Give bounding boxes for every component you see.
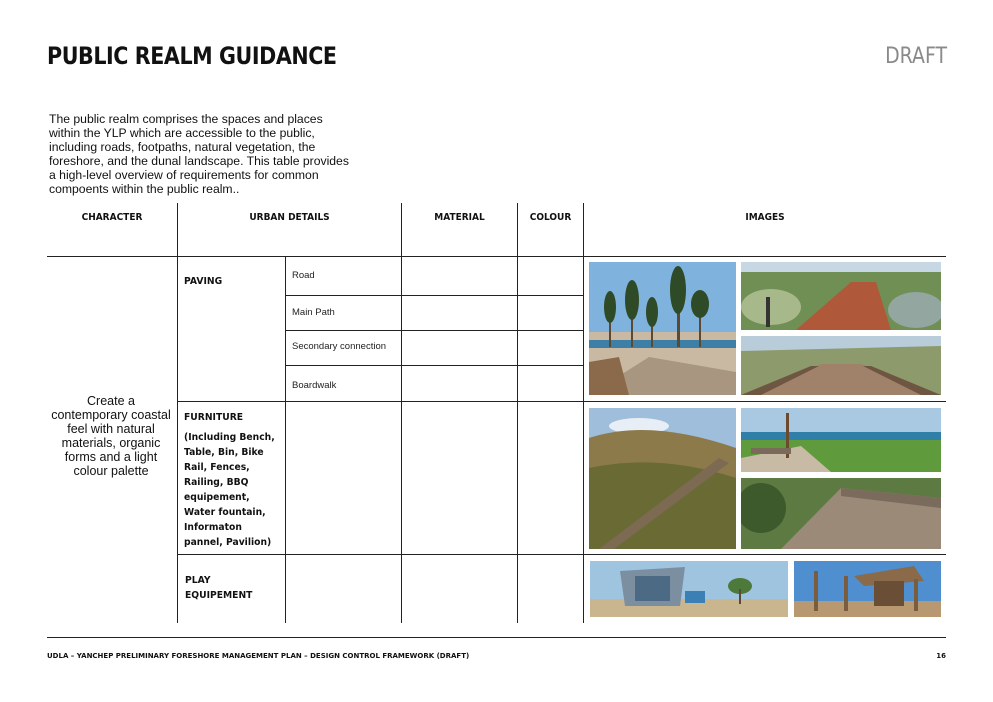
column-divider-1 [177, 203, 178, 623]
paving-item-boardwalk: Boardwalk [292, 380, 337, 391]
photo-boardwalk [741, 336, 941, 395]
header-character: CHARACTER [81, 212, 143, 223]
paving-item-road: Road [292, 270, 315, 281]
footer-rule [47, 637, 946, 638]
column-divider-3 [517, 203, 518, 623]
footer-text: UDLA – YANCHEP PRELIMINARY FORESHORE MANAGEMENT PLAN – DESIGN CONTROL FRAMEWORK (DRAFT) [47, 652, 470, 660]
intro-paragraph: The public realm comprises the spaces and places within the YLP which are accessible to the public, including roads, footpaths, natural vegetation, the foreshore, and the dunal landscape. This table provides a high-level overview of requirements for common compoents within the public realm.. [49, 112, 349, 196]
photo-dune-stairs [589, 408, 736, 549]
photo-lawn-pavilion [741, 408, 941, 472]
category-play: PLAY EQUIPEMENT [185, 575, 253, 601]
photo-red-path [741, 262, 941, 330]
header-colour: COLOUR [529, 212, 572, 223]
paving-row-divider-2 [285, 330, 583, 331]
category-furniture-detail: (Including Bench, Table, Bin, Bike Rail, Fences, Railing, BBQ equipement, Water fountain, Informaton pannel, Pavilion) [184, 432, 275, 548]
photo-play-tower [590, 561, 788, 617]
table-header-divider [47, 256, 946, 257]
photo-timber-deck [741, 478, 941, 549]
column-divider-4 [583, 203, 584, 623]
header-urban-details: URBAN DETAILS [249, 212, 330, 223]
sub-column-divider [285, 257, 286, 623]
paving-item-main-path: Main Path [292, 307, 335, 318]
category-paving: PAVING [184, 276, 223, 287]
header-material: MATERIAL [434, 212, 485, 223]
column-divider-2 [401, 203, 402, 623]
row-divider-furniture [177, 401, 946, 402]
character-description: Create a contemporary coastal feel with natural materials, organic forms and a light colour palette [51, 394, 171, 478]
category-furniture: FURNITURE [184, 412, 244, 423]
draft-label: DRAFT [884, 44, 947, 69]
paving-item-secondary-connection: Secondary connection [292, 341, 387, 352]
row-divider-play [177, 554, 946, 555]
photo-promenade-pines [589, 262, 736, 395]
page-title: PUBLIC REALM GUIDANCE [47, 42, 337, 70]
paving-row-divider-1 [285, 295, 583, 296]
photo-timber-play [794, 561, 941, 617]
page-number: 16 [936, 652, 946, 660]
paving-row-divider-3 [285, 365, 583, 366]
header-images: IMAGES [745, 212, 785, 223]
